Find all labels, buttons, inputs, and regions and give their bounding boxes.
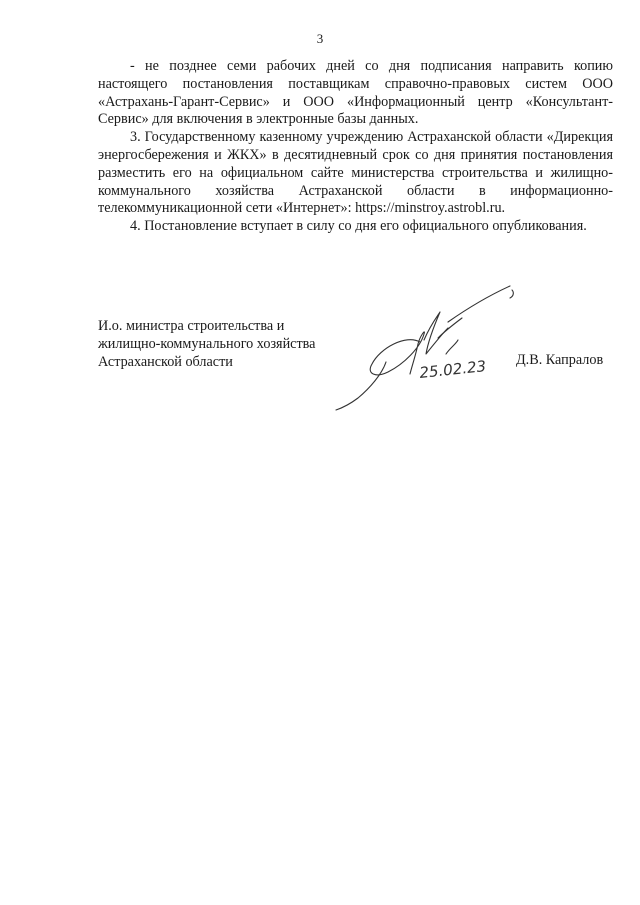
page-number: 3 [316,31,324,46]
handwritten-signature [328,282,528,412]
signer-title: И.о. министра строительства и жилищно-коммунального хозяйства Астраханской области [98,318,316,370]
paragraph-4-effective-date: 4. Постановление вступает в силу со дня его официального опубликования. [130,218,587,235]
signer-name: Д.В. Капралов [516,352,604,368]
paragraph-3-publish-online: 3. Государственному казенному учреждению Астраханской области «Дирекция энергосбережения и ЖКХ» в десятидневный срок со дня принятия постановления разместить его на официальном сайте министерства строительства и жилищно-коммунального хозяйства Астраханской области в информационно-телекоммуникационной сети «Интернет»: https://minstroy.astrobl.ru. [98,129,613,217]
signature-block [98,318,315,371]
document-body [98,58,613,236]
paragraph-send-copy: - не позднее семи рабочих дней со дня подписания направить копию настоящего постановления поставщикам справочно-правовых систем ООО «Астрахань-Гарант-Сервис» и ООО «Информационный центр «Консультант-Сервис» для включения в электронные базы данных. [98,58,613,128]
signature-date: 25.02.23 [418,357,487,382]
